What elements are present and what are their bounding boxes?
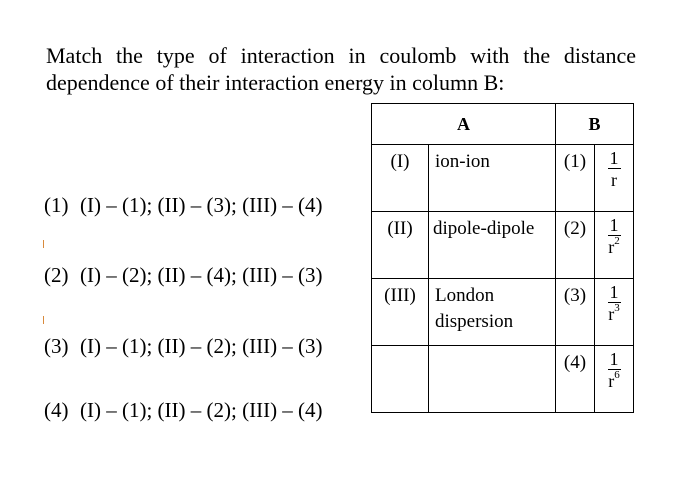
table-row	[372, 145, 634, 212]
denominator: $r^2$	[608, 235, 620, 257]
distance-dependence	[595, 346, 634, 413]
option-number: (1)	[44, 193, 69, 217]
row-roman: (I)	[372, 145, 429, 212]
exponent: 3	[614, 302, 620, 314]
distance-dependence	[595, 145, 634, 212]
row-index: (3)	[556, 279, 595, 346]
option-text: (I) – (2); (II) – (4); (III) – (3)	[80, 263, 323, 287]
fraction	[608, 216, 621, 256]
row-roman: (II)	[372, 212, 429, 279]
option-number: (2)	[44, 263, 69, 287]
option-text: (I) – (1); (II) – (2); (III) – (4)	[80, 398, 323, 422]
exponent: 6	[614, 369, 620, 381]
table-row	[372, 346, 634, 413]
table-row	[372, 279, 634, 346]
distance-dependence	[595, 279, 634, 346]
row-roman	[372, 346, 429, 413]
row-index: (4)	[556, 346, 595, 413]
numerator: 1	[609, 282, 619, 302]
table-row	[372, 212, 634, 279]
interaction-type	[429, 346, 556, 413]
denominator: $r^3$	[608, 302, 620, 324]
option-number: (3)	[44, 334, 69, 358]
option-2[interactable]	[44, 263, 323, 288]
fraction	[608, 350, 621, 390]
margin-tick-mark	[43, 316, 44, 324]
margin-tick-mark	[43, 240, 44, 248]
numerator: 1	[609, 148, 619, 168]
distance-dependence	[595, 212, 634, 279]
option-text: (I) – (1); (II) – (3); (III) – (4)	[80, 193, 323, 217]
interaction-type: dipole-dipole	[429, 212, 556, 279]
denominator: r	[611, 170, 617, 190]
row-roman: (III)	[372, 279, 429, 346]
option-text: (I) – (1); (II) – (2); (III) – (3)	[80, 334, 323, 358]
match-table	[371, 103, 634, 413]
column-a-header: A	[372, 104, 556, 145]
option-3[interactable]	[44, 334, 323, 359]
row-index: (1)	[556, 145, 595, 212]
option-4[interactable]	[44, 398, 323, 423]
column-b-header: B	[556, 104, 634, 145]
fraction	[608, 149, 621, 189]
table-header-row	[372, 104, 634, 145]
fraction	[608, 283, 621, 323]
exponent: 2	[614, 235, 620, 247]
option-1[interactable]	[44, 193, 323, 218]
question-text: Match the type of interaction in coulomb with the distance dependence of their interaction energy in column B:	[46, 43, 636, 95]
denominator: $r^6$	[608, 369, 620, 391]
numerator: 1	[609, 215, 619, 235]
interaction-type: London dispersion	[429, 279, 556, 346]
interaction-type: ion-ion	[429, 145, 556, 212]
row-index: (2)	[556, 212, 595, 279]
numerator: 1	[609, 349, 619, 369]
option-number: (4)	[44, 398, 69, 422]
